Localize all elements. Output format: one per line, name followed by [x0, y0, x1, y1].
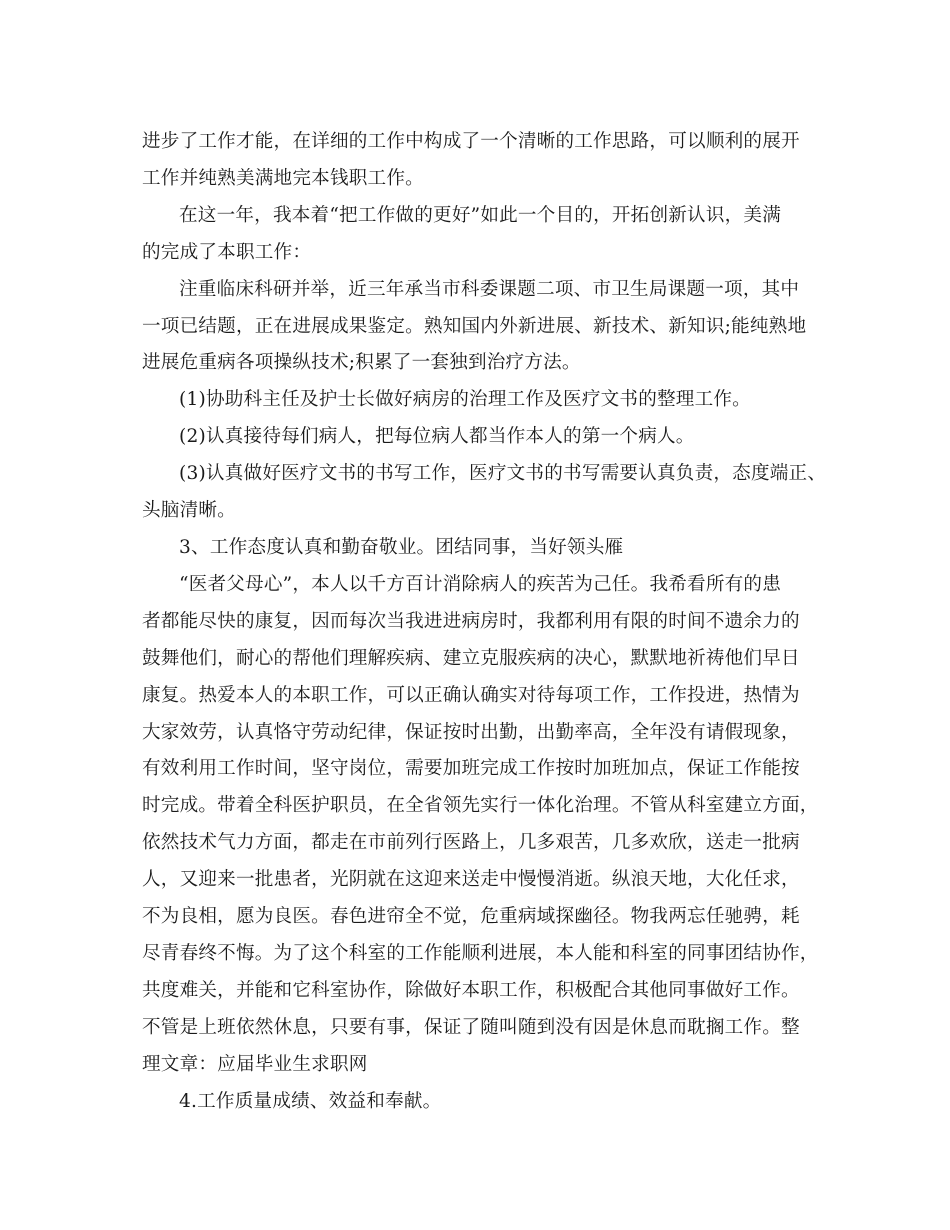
text-line: 大家效劳，认真恪守劳动纪律，保证按时出勤，出勤率高，全年没有请假现象， — [142, 721, 800, 743]
paragraph-research — [142, 272, 822, 383]
text-line: 不管是上班依然休息，只要有事，保证了随叫随到没有因是休息而耽搁工作。整 — [142, 1016, 800, 1038]
text-line: “医者父母心”，本人以千方百计消除病人的疾苦为己任。我希看所有的患 — [179, 573, 782, 595]
text-line: (2)认真接待每们病人，把每位病人都当作本人的第一个病人。 — [179, 426, 695, 448]
text-line: 时完成。带着全科医护职员，在全省领先实行一体化治理。不管从科室建立方面， — [142, 795, 819, 817]
text-line: 头脑清晰。 — [142, 500, 236, 522]
text-line: 在这一年，我本着“把工作做的更好”如此一个目的，开拓创新认识，美满 — [179, 204, 782, 226]
paragraph-intro — [142, 124, 822, 198]
text-line: (3)认真做好医疗文书的书写工作，医疗文书的书写需要认真负责，态度端正、 — [179, 463, 827, 485]
text-line: 人，又迎来一批患者，光阴就在这迎来送走中慢慢消逝。纵浪天地，大化任求， — [142, 869, 800, 891]
text-line: 注重临床科研并举，近三年承当市科委课题二项、市卫生局课题一项，其中 — [179, 278, 800, 300]
text-line: 进展危重病各项操纵技术;积累了一套独到治疗方法。 — [142, 352, 581, 374]
text-line: 共度难关，并能和它科室协作，除做好本职工作，积极配合其他同事做好工作。 — [142, 979, 800, 1001]
text-line: 3、工作态度认真和勤奋敬业。团结同事，当好领头雁 — [179, 536, 624, 558]
text-line: 者都能尽快的康复，因而每次当我进进病房时，我都利用有限的时间不遗余力的 — [142, 610, 800, 632]
document-body — [142, 124, 827, 1120]
section-heading-3 — [142, 530, 822, 567]
list-item-3 — [142, 456, 827, 530]
text-line: 尽青春终不悔。为了这个科室的工作能顺利进展，本人能和科室的同事团结协作， — [142, 942, 819, 964]
text-line: 康复。热爱本人的本职工作，可以正确认确实对待每项工作，工作投进，热情为 — [142, 684, 800, 706]
list-item-2 — [142, 419, 822, 456]
text-line: 依然技术气力方面，都走在市前列行医路上，几多艰苦，几多欢欣，送走一批病 — [142, 832, 800, 854]
text-line: 工作并纯熟美满地完本钱职工作。 — [142, 167, 424, 189]
paragraph-attitude — [142, 567, 822, 1084]
text-line: 一项已结题，正在进展成果鉴定。熟知国内外新进展、新技术、新知识;能纯熟地 — [142, 315, 807, 337]
text-line: 理文章：应届毕业生求职网 — [142, 1053, 368, 1075]
text-line: 4.工作质量成绩、效益和奉献。 — [179, 1090, 442, 1112]
text-line: 有效利用工作时间，坚守岗位，需要加班完成工作按时加班加点，保证工作能按 — [142, 758, 800, 780]
text-line: (1)协助科主任及护士长做好病房的治理工作及医疗文书的整理工作。 — [179, 389, 751, 411]
text-line: 进步了工作才能，在详细的工作中构成了一个清晰的工作思路，可以顺利的展开 — [142, 131, 800, 152]
text-line: 鼓舞他们，耐心的帮他们理解疾病、建立克服疾病的决心，默默地祈祷他们早日 — [142, 647, 800, 669]
section-heading-4 — [142, 1084, 822, 1121]
text-line: 不为良相，愿为良医。春色进帘全不觉，危重病域探幽径。物我两忘任驰骋，耗 — [142, 906, 800, 928]
text-line: 的完成了本职工作： — [142, 241, 312, 263]
list-item-1 — [142, 382, 822, 419]
paragraph-year-summary — [142, 198, 822, 272]
